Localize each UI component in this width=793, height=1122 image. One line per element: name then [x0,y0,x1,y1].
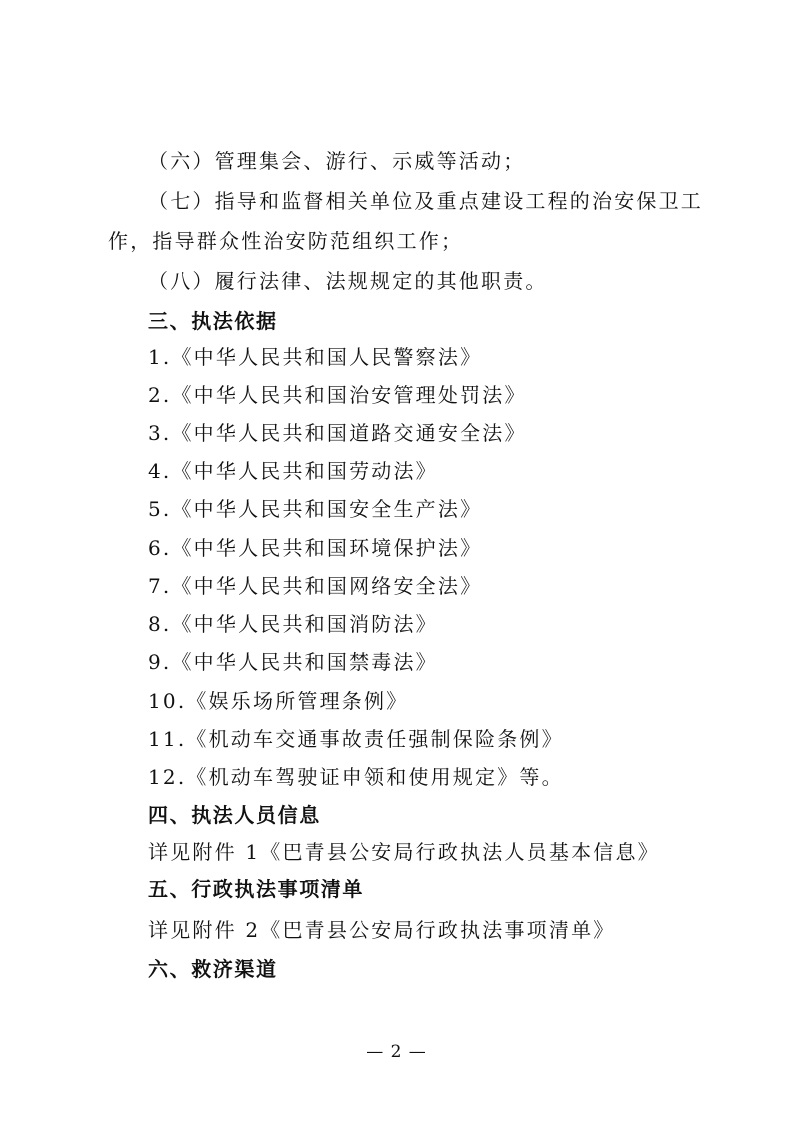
law-item: 8.《中华人民共和国消防法》 [148,612,438,636]
page-number: — 2 — [366,1042,427,1062]
law-item: 5.《中华人民共和国安全生产法》 [148,497,483,521]
law-item: 3.《中华人民共和国道路交通安全法》 [148,421,527,445]
duty-item-6: （六）管理集会、游行、示威等活动； [148,149,526,173]
personnel-info-text: 详见附件 1《巴青县公安局行政执法人员基本信息》 [148,840,660,864]
law-item: 1.《中华人民共和国人民警察法》 [148,345,483,369]
section-heading-enforcement-list: 五、行政执法事项清单 [148,877,364,901]
law-item: 10.《娱乐场所管理条例》 [148,689,409,713]
duty-item-7-line-2: 作，指导群众性治安防范组织工作； [108,229,464,253]
enforcement-list-text: 详见附件 2《巴青县公安局行政执法事项清单》 [148,918,616,942]
law-item: 6.《中华人民共和国环境保护法》 [148,536,483,560]
section-heading-personnel-info: 四、执法人员信息 [148,803,321,827]
duty-item-8: （八）履行法律、法规规定的其他职责。 [148,269,548,293]
law-item: 4.《中华人民共和国劳动法》 [148,459,438,483]
law-item: 11.《机动车交通事故责任强制保险条例》 [148,727,564,751]
law-item: 7.《中华人民共和国网络安全法》 [148,574,483,598]
law-item: 2.《中华人民共和国治安管理处罚法》 [148,383,527,407]
law-item: 12.《机动车驾驶证申领和使用规定》等。 [148,765,564,789]
section-heading-remedy-channels: 六、救济渠道 [148,957,278,981]
duty-item-7-line-1: （七）指导和监督相关单位及重点建设工程的治安保卫工 [148,189,703,213]
law-item: 9.《中华人民共和国禁毒法》 [148,650,438,674]
section-heading-legal-basis: 三、执法依据 [148,309,278,333]
